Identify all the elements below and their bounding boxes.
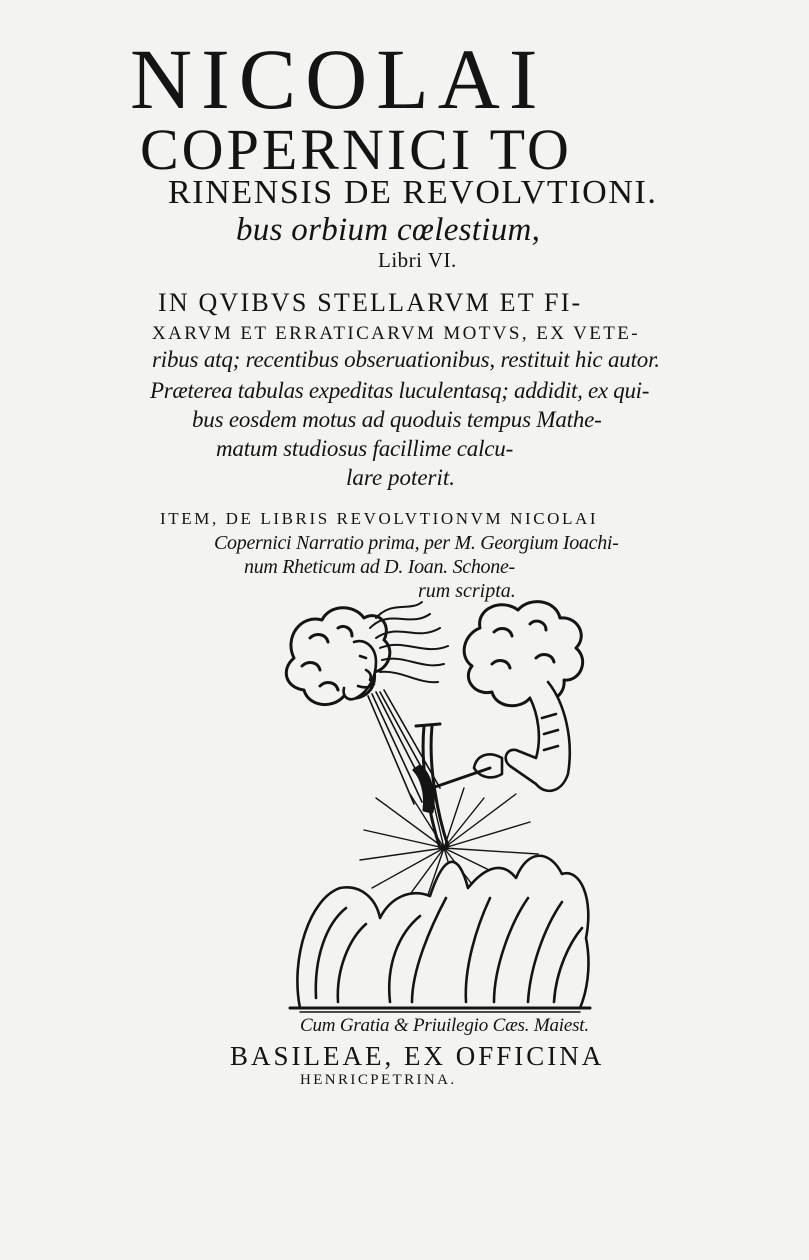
body-line-1: IN QVIBVS STELLARVM ET FI-: [158, 288, 583, 317]
item-line-2: Copernici Narratio prima, per M. Georgium Ioachi-: [214, 532, 619, 554]
title-line-orbium: bus orbium cœlestium,: [236, 212, 541, 248]
body-line-7: lare poterit.: [346, 465, 456, 490]
item-line-1: ITEM, DE LIBRIS REVOLVTIONVM NICOLAI: [160, 509, 599, 528]
body-line-2: XARVM ET ERRATICARVM MOTVS, EX VETE-: [152, 323, 640, 344]
body-line-3: ribus atq; recentibus obseruationibus, restituit hic autor.: [152, 347, 660, 372]
body-line-4: Præterea tabulas expeditas luculentasq; addidit, ex qui-: [150, 378, 650, 403]
item-line-4: rum scripta.: [418, 580, 516, 602]
body-line-5: bus eosdem motus ad quoduis tempus Mathe-: [192, 407, 602, 432]
imprint-line-basileae: BASILEAE, EX OFFICINA: [230, 1041, 605, 1071]
title-line-copernici: COPERNICI TO: [140, 117, 572, 182]
body-line-6: matum studiosus facillime calcu-: [216, 436, 514, 461]
imprint-line-henricpetrina: HENRICPETRINA.: [300, 1072, 457, 1088]
item-line-3: num Rheticum ad D. Ioan. Schone-: [244, 556, 515, 578]
rocks: [290, 856, 590, 1012]
title-line-nicolai: NICOLAI: [130, 31, 547, 127]
right-cloud: [464, 602, 583, 706]
title-line-rinensis: RINENSIS DE REVOLVTIONI.: [168, 174, 658, 211]
woodcut-wind-hammer-rock-icon: [280, 598, 600, 1018]
privilege-line: Cum Gratia & Priuilegio Cæs. Maiest.: [300, 1015, 589, 1036]
title-line-libri: Libri VI.: [378, 248, 457, 272]
